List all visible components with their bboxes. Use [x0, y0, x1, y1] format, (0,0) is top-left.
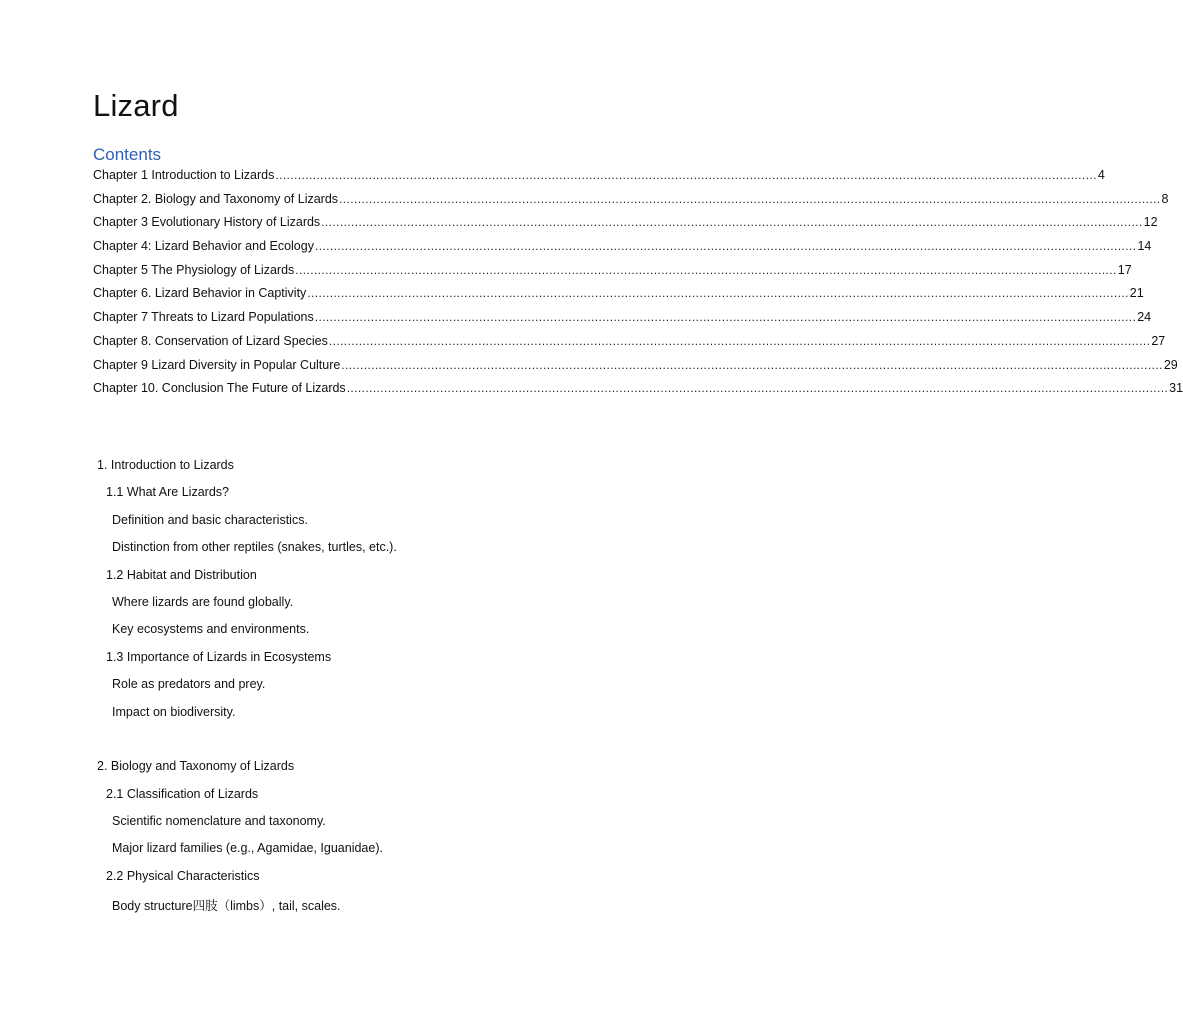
toc-entry-label: Chapter 3 Evolutionary History of Lizards — [93, 215, 321, 230]
toc-entry-page-number: 27 — [1151, 333, 1166, 348]
outline-section-heading: 1.2 Habitat and Distribution — [106, 567, 257, 582]
toc-dot-leader: ............................................................................................................................................................................................................................ — [307, 286, 1129, 301]
toc-entry-label: Chapter 8. Conservation of Lizard Species — [93, 333, 328, 348]
outline-item: Impact on biodiversity. — [112, 704, 236, 719]
toc-entry-label: Chapter 4: Lizard Behavior and Ecology — [93, 239, 314, 254]
toc-entry-label: Chapter 10. Conclusion The Future of Lizards — [93, 381, 346, 396]
toc-dot-leader: ............................................................................................................................................................................................................................ — [314, 239, 1137, 254]
toc-dot-leader: ............................................................................................................................................................................................................................ — [328, 333, 1151, 348]
toc-entry-page-number: 4 — [1097, 168, 1105, 182]
toc-dot-leader: ............................................................................................................................................................................................................................ — [339, 191, 1161, 206]
outline-item: Scientific nomenclature and taxonomy. — [112, 814, 326, 829]
toc-heading: Contents — [93, 145, 162, 164]
toc-entry[interactable] — [93, 239, 1152, 263]
outline-chapter-heading: 2. Biology and Taxonomy of Lizards — [97, 759, 295, 774]
toc-entry[interactable] — [93, 310, 1152, 334]
toc-dot-leader: ............................................................................................................................................................................................................................ — [321, 215, 1143, 230]
toc-entry[interactable] — [93, 286, 1144, 310]
outline-item: Distinction from other reptiles (snakes, turtles, etc.). — [112, 540, 397, 555]
outline-item: Major lizard families (e.g., Agamidae, Iguanidae). — [112, 841, 383, 856]
toc-entry-page-number: 29 — [1163, 357, 1178, 372]
outline-section-heading: 1.3 Importance of Lizards in Ecosystems — [106, 649, 332, 664]
outline-item: Definition and basic characteristics. — [112, 512, 308, 527]
toc-entry-page-number: 8 — [1161, 191, 1169, 206]
outline-item: Body structure四肢（limbs）, tail, scales. — [112, 899, 341, 914]
outline-section-heading: 2.2 Physical Characteristics — [106, 868, 260, 883]
outline-chapter-heading: 1. Introduction to Lizards — [97, 458, 234, 472]
outline-spacer — [93, 732, 693, 759]
toc-dot-leader: ............................................................................................................................................................................................................................ — [341, 357, 1163, 372]
toc-entry-page-number: 31 — [1169, 381, 1183, 396]
outline-section-heading: 1.1 What Are Lizards? — [106, 485, 229, 500]
document-title: Lizard — [93, 88, 179, 123]
toc-dot-leader: ............................................................................................................................................................................................................................ — [275, 168, 1097, 182]
toc-entry-page-number: 12 — [1143, 215, 1158, 230]
toc-entry-label: Chapter 6. Lizard Behavior in Captivity — [93, 286, 307, 301]
outline-item: Role as predators and prey. — [112, 677, 266, 692]
toc-entry[interactable] — [93, 191, 1169, 216]
toc-entry-label: Chapter 9 Lizard Diversity in Popular Culture — [93, 357, 341, 372]
toc-entry-page-number: 14 — [1137, 239, 1152, 254]
toc-entry-page-number: 24 — [1137, 310, 1152, 325]
toc-dot-leader: ............................................................................................................................................................................................................................ — [314, 310, 1137, 325]
toc-dot-leader: ............................................................................................................................................................................................................................ — [346, 381, 1169, 396]
chapter-outline — [93, 458, 693, 924]
toc-entry-page-number: 17 — [1117, 262, 1132, 277]
toc-entry[interactable] — [93, 262, 1132, 287]
toc-entry-page-number: 21 — [1129, 286, 1144, 301]
outline-item: Key ecosystems and environments. — [112, 622, 310, 637]
toc-entry-label: Chapter 2. Biology and Taxonomy of Lizards — [93, 191, 339, 206]
toc-entry-label: Chapter 7 Threats to Lizard Populations — [93, 310, 314, 325]
table-of-contents — [93, 168, 1183, 405]
toc-dot-leader: ............................................................................................................................................................................................................................ — [295, 262, 1117, 277]
toc-entry-label: Chapter 5 The Physiology of Lizards — [93, 262, 295, 277]
outline-item: Where lizards are found globally. — [112, 594, 294, 609]
toc-entry[interactable] — [93, 333, 1166, 358]
toc-entry[interactable] — [93, 357, 1178, 382]
toc-entry[interactable] — [93, 381, 1183, 405]
toc-entry[interactable] — [93, 215, 1158, 239]
outline-section-heading: 2.1 Classification of Lizards — [106, 786, 259, 801]
toc-entry-label: Chapter 1 Introduction to Lizards — [93, 168, 275, 182]
toc-entry[interactable] — [93, 168, 1105, 192]
